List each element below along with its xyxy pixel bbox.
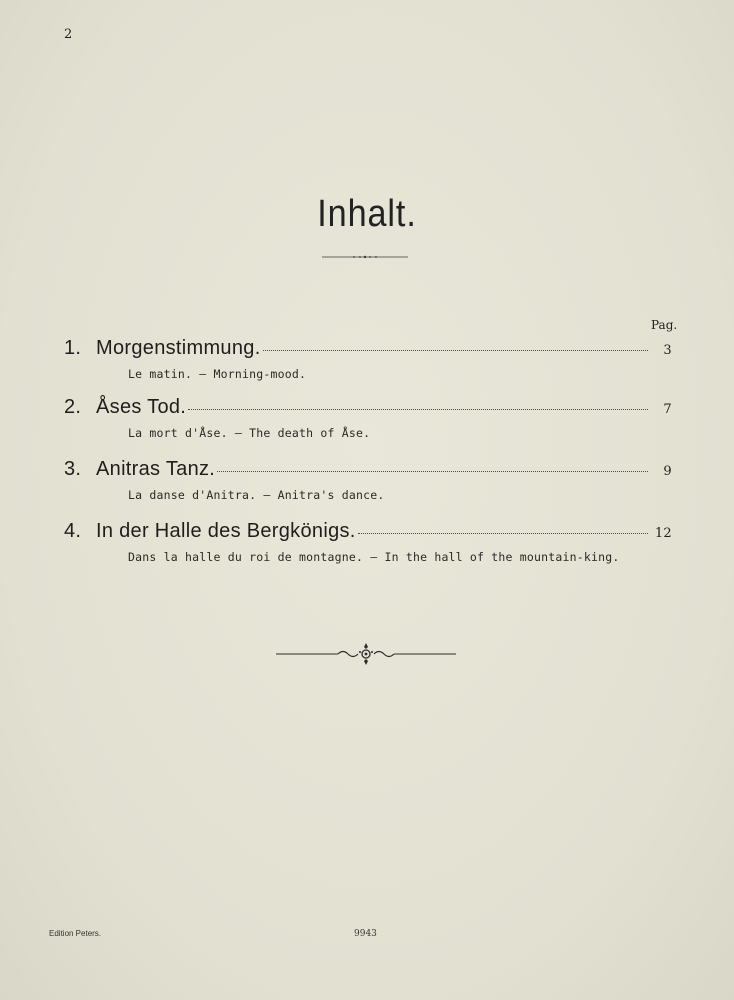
dot-leader — [263, 350, 648, 351]
entry-title: In der Halle des Bergkönigs. — [96, 520, 356, 542]
footer-edition: Edition Peters. — [49, 929, 102, 938]
entry-title: Morgenstimmung. — [96, 337, 261, 359]
entry-subtitle: Le matin. — Morning-mood. — [128, 367, 307, 381]
entry-page: 12 — [654, 526, 672, 541]
entry-page: 3 — [663, 343, 672, 358]
entry-number: 4. — [64, 520, 82, 542]
ornament-divider — [276, 640, 456, 670]
toc-entry-row — [64, 396, 672, 419]
entry-subtitle: Dans la halle du roi de montagne. — In the hall of the mountain-king. — [128, 550, 620, 564]
toc-entry-row — [64, 337, 672, 360]
entry-title: Åses Tod. — [96, 396, 187, 418]
dot-leader — [358, 533, 648, 534]
toc-entry — [64, 337, 672, 381]
entry-subtitle: La danse d'Anitra. — Anitra's dance. — [128, 488, 385, 502]
toc-entry — [64, 458, 672, 502]
page-column-label: Pag. — [651, 318, 678, 332]
entry-page: 9 — [663, 464, 672, 479]
dot-leader — [217, 471, 648, 472]
toc-entry-row — [64, 520, 672, 543]
entry-subtitle: La mort d'Åse. — The death of Åse. — [128, 426, 371, 440]
toc-entry — [64, 520, 672, 564]
page-title: Inhalt. — [317, 193, 417, 235]
entry-number: 1. — [64, 337, 82, 359]
dot-leader — [188, 409, 648, 410]
toc-entry-row — [64, 458, 672, 481]
entry-title: Anitras Tanz. — [96, 458, 216, 480]
page-number: 2 — [64, 27, 73, 42]
title-divider — [322, 253, 408, 261]
entry-number: 3. — [64, 458, 82, 480]
toc-entry — [64, 396, 672, 440]
entry-number: 2. — [64, 396, 82, 418]
footer-plate-number: 9943 — [354, 929, 377, 939]
entry-page: 7 — [663, 402, 672, 417]
